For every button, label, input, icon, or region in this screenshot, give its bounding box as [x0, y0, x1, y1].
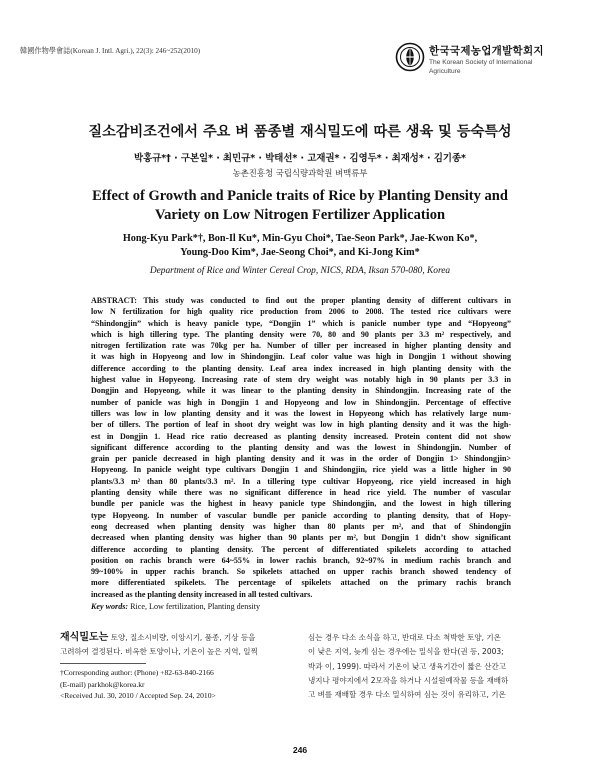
body-left-line — [60, 631, 297, 645]
society-name-english-line1: The Korean Society of International — [429, 59, 533, 66]
korean-title: 질소감비조건에서 주요 벼 품종별 재식밀도에 따른 생육 및 등숙특성 — [88, 124, 512, 140]
abstract-line: nitrogen fertilization rate was 70kg per ha. Number of tiller per increased in higher planting density and — [91, 341, 511, 351]
abstract-line: tillers was low in low planting density and it was the lowest in Hopyeong which has relatively large num- — [91, 408, 511, 418]
korean-affiliation: 농촌진흥청 국립식량과학원 벼맥류부 — [232, 168, 368, 178]
abstract-line: “Shindongjin” which is heavy panicle type, “Dongjin 1” which is panicle number type and “Hopyeong” — [91, 318, 511, 328]
english-authors — [0, 232, 600, 260]
circular-society-emblem-icon — [395, 42, 425, 72]
abstract-line: low N fertilization for high quality rice production from 2006 to 2008. The tested rice cultivars were — [91, 307, 511, 317]
abstract-line: type Hopyeong. In number of vascular bundle per panicle according to planting density, that of Hopy- — [91, 510, 511, 520]
english-title — [0, 187, 600, 225]
abstract-line: ber of tillers. The portion of leaf in shoot dry weight was low in high planting density and it was the high- — [91, 420, 511, 430]
abstract-line: decreased when planting density was higher than 90 plants per m², but Dongjin 1 didn’t show significant — [91, 533, 511, 543]
society-logo — [395, 40, 585, 88]
english-authors-line1: Hong-Kyu Park*†, Bon-Il Ku*, Min-Gyu Choi*, Tae-Seon Park*, Jae-Kwon Ko*, — [122, 233, 478, 244]
page-number: 246 — [292, 745, 308, 755]
body-right-line: 이 낮은 지역, 늦게 심는 경우에는 밀식을 한다(권 등, 2003; — [308, 647, 504, 657]
abstract-line: difference according to the planting density. Leaf area index increased in high planting density with the — [91, 363, 511, 373]
body-right-line: 고 벼를 재배할 경우 다소 밀식하여 심는 것이 유리하고, 기온 — [308, 690, 506, 700]
abstract-line: ABSTRACT: This study was conducted to find out the proper planting density of different cultivars in — [91, 296, 511, 305]
society-name-korean: 한국국제농업개발학회지 — [429, 45, 544, 57]
english-title-line2: Variety on Low Nitrogen Fertilizer Application — [154, 207, 446, 223]
abstract-line: significant difference according to the planting density and was the lowest in Shindongjin. Number of — [91, 442, 511, 452]
abstract-line: it was high in Hopyeong and low in Shindongjin. Leaf color value was high in Dongjin 1 without showing — [91, 352, 511, 362]
body-left-line: 고려하여 결정된다. 비옥한 토양이나, 기온이 높은 지역, 일찍 — [60, 647, 258, 657]
abstract-line: planting density while there was no significant difference in head rice yield. The number of vascular — [91, 488, 511, 498]
journal-reference: 韓國作物學會誌(Korean J. Intl. Agri.), 22(3): 246~252(2010) — [20, 47, 201, 55]
body-right-line: 심는 경우 다소 소식을 하고, 반대로 다소 척박한 토양, 기온 — [308, 633, 501, 642]
keywords-label: Key words: — [91, 602, 129, 611]
footnotes — [60, 667, 297, 702]
body-right-line: 냉지나 평야지에서 2모작을 하거나 시설원예작물 등을 재배하 — [308, 675, 509, 685]
body-left-column — [60, 631, 297, 660]
abstract-line: number of panicle was high in Dongjin 1 and Hopyeong and low in Shindongjin. Percentage of effective — [91, 397, 511, 407]
body-right-line: 박과 이, 1999). 따라서 기온이 낮고 생육기간이 짧은 산간고 — [308, 661, 506, 671]
abstract-line: est in Dongjin 1. Head rice ratio decreased as planting density increased. Protein content did not show — [91, 431, 511, 441]
abstract — [91, 295, 511, 600]
society-name-english-line2: Agriculture — [429, 68, 461, 75]
korean-authors: 박홍규*† · 구본일* · 최민규* · 박태선* · 고재권* · 김영두* · 최재성* · 김기종* — [134, 153, 466, 164]
abstract-line: which is high tillering type. The planting density were 70, 80 and 90 plants per 3.3 m² respectively, and — [91, 329, 511, 339]
footnote-divider — [60, 663, 146, 664]
english-authors-line2: Young-Doo Kim*, Jae-Seong Choi*, and Ki-Jong Kim* — [180, 247, 420, 258]
keywords — [91, 602, 511, 611]
abstract-line: Hopyeong. In panicle weight type cultivars Dongjin 1 and Shindongjin, rice yield was a little higher in 90 — [91, 465, 511, 475]
abstract-line: position on rachis branch were 64~55% in lower rachis branch, 92~97% in medium rachis branch and — [91, 555, 511, 565]
abstract-line: Dongjin and Hopyeong, while it was linear to the planting density in Shindongjin. Increasing rate of the — [91, 386, 511, 396]
abstract-line: difference according to planting density. The percent of differentiated spikelets according to attached — [91, 544, 511, 554]
abstract-line: highest value in Hopyeong. Increasing rate of stem dry weight was notably high in 90 plants per 3.3 in — [91, 375, 511, 385]
english-affiliation: Department of Rice and Winter Cereal Crop, NICS, RDA, Iksan 570-080, Korea — [149, 266, 451, 276]
abstract-line: 99~100% in upper rachis branch. So spikelets attached on upper rachis branch showed tendency of — [91, 567, 511, 577]
abstract-line: eong decreased when planting density was higher than 80 plants per m², and that of Shindongjin — [91, 521, 511, 531]
section-heading: 재식밀도는 — [60, 632, 109, 643]
received-accepted-note: <Received Jul. 30, 2010 / Accepted Sep. 24, 2010> — [60, 691, 216, 700]
body-left-text: 토양, 질소시비량, 이앙시기, 품종, 기상 등을 — [110, 633, 256, 642]
email-note: (E-mail) parkhok@korea.kr — [60, 679, 145, 689]
corresponding-author-note: †Corresponding author: (Phone) +82-63-840-2166 — [60, 668, 214, 677]
body-right-column — [308, 631, 542, 702]
abstract-line: increased as the planting density increased in all tested cultivars. — [91, 589, 313, 599]
abstract-line: more differentiated spikelets. The percentage of spikelets attached on the primary rachis branch — [91, 578, 511, 588]
english-title-line1: Effect of Growth and Panicle traits of Rice by Planting Density and — [92, 188, 508, 204]
abstract-line: bundle per panicle was the highest in heavy panicle type Shindongjin, and the lowest in high tillering — [91, 499, 511, 509]
abstract-line: plants/3.3 m² than 80 plants/3.3 m². In a tillering type cultivar Hopyeong, rice yield increased in high — [91, 476, 511, 486]
abstract-line: grain per panicle decreased in high planting density and it was in the order of Dongjin 1> Shindongjin> — [91, 454, 511, 464]
keywords-text: Rice, Low fertilization, Planting density — [130, 602, 261, 611]
